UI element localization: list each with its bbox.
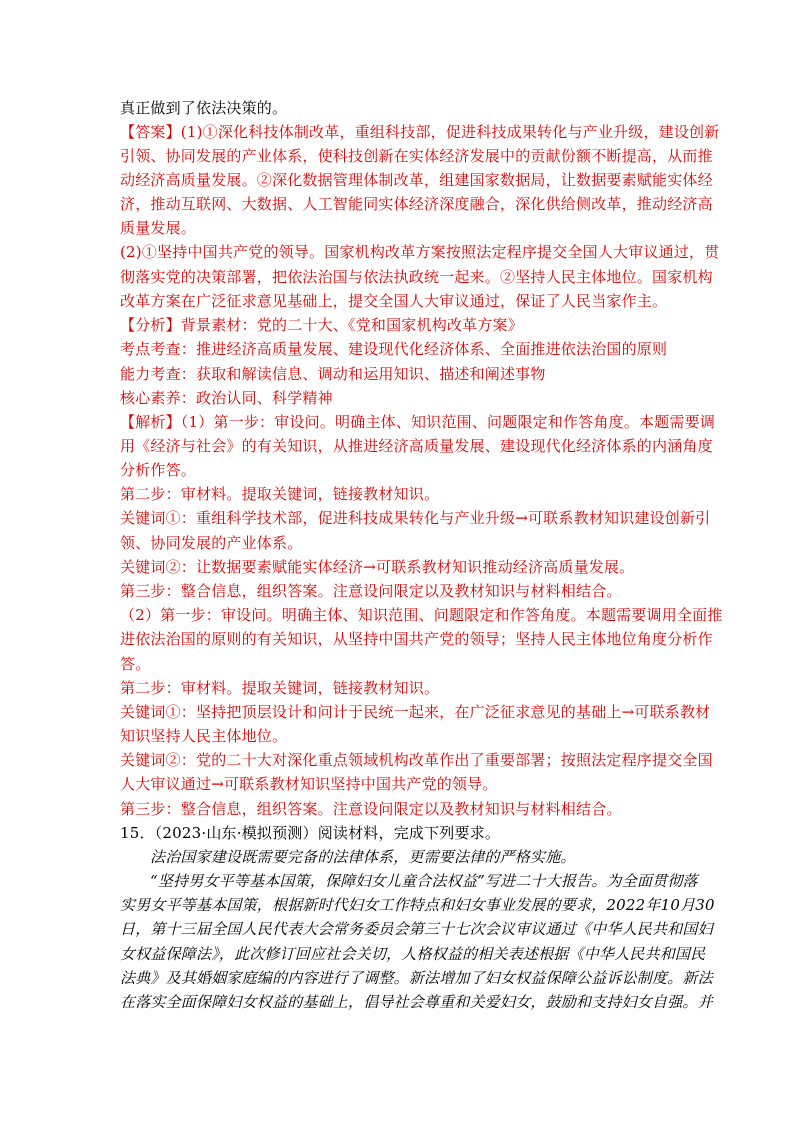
text-line: 答。 xyxy=(120,655,151,673)
text-line: 引领、协同发展的产业体系，使科技创新在实体经济发展中的贡献份额不断提高，从而推 xyxy=(120,147,713,165)
text-line: 知识坚持人民主体地位。 xyxy=(120,727,288,745)
text-line: 日，第十三届全国人民代表大会常务委员会第三十七次会议审议通过《中华人民共和国妇 xyxy=(120,920,713,938)
text-line: 核心素养：政治认同、科学精神 xyxy=(120,389,333,407)
text-line: “坚持男女平等基本国策，保障妇女儿童合法权益”写进二十大报告。为全面贯彻落 xyxy=(150,872,698,890)
text-line: 【答案】(1)①深化科技体制改革，重组科技部，促进科技成果转化与产业升级，建设创新 xyxy=(120,123,720,141)
text-line: 动经济高质量发展。②深化数据管理体制改革，组建国家数据局，让数据要素赋能实体经 xyxy=(120,171,713,189)
text-line: (2)①坚持中国共产党的领导。国家机构改革方案按照法定程序提交全国人大审议通过，贯 xyxy=(120,243,720,261)
text-line: 第二步：审材料。提取关键词，链接教材知识。 xyxy=(120,485,440,503)
text-line: 第三步：整合信息，组织答案。注意设问限定以及教材知识与材料相结合。 xyxy=(120,800,622,818)
text-line: 能力考查：获取和解读信息、调动和运用知识、描述和阐述事物 xyxy=(120,365,546,383)
text-line: 15．（2023·山东·模拟预测）阅读材料，完成下列要求。 xyxy=(120,824,501,842)
text-line: 真正做到了依法决策的。 xyxy=(120,99,288,117)
text-line: 人大审议通过→可联系教材知识坚持中国共产党的领导。 xyxy=(120,775,498,793)
text-line: 用《经济与社会》的有关知识，从推进经济高质量发展、建设现代化经济体系的内涵角度 xyxy=(120,437,713,455)
text-line: 彻落实党的决策部署，把依法治国与依法执政统一起来。②坚持人民主体地位。国家机构 xyxy=(120,268,713,286)
text-line: 分析作答。 xyxy=(120,461,197,479)
text-line: 关键词②：党的二十大对深化重点领域机构改革作出了重要部署；按照法定程序提交全国 xyxy=(120,751,713,769)
text-line: 关键词①：重组科学技术部，促进科技成果转化与产业升级→可联系教材知识建设创新引 xyxy=(120,509,711,527)
text-line: 实男女平等基本国策，根据新时代妇女工作特点和妇女事业发展的要求，2022年10月30 xyxy=(120,896,715,914)
text-line: 【分析】背景素材：党的二十大、《党和国家机构改革方案》 xyxy=(120,316,523,334)
text-line: 第三步：整合信息，组织答案。注意设问限定以及教材知识与材料相结合。 xyxy=(120,582,622,600)
text-line: 【解析】（1）第一步：审设问。明确主体、知识范围、问题限定和作答角度。本题需要调 xyxy=(120,413,716,431)
text-line: 在落实全面保障妇女权益的基础上，倡导社会尊重和关爱妇女，鼓励和支持妇女自强。并 xyxy=(120,993,713,1011)
text-line: （2）第一步：审设问。明确主体、知识范围、问题限定和作答角度。本题需要调用全面推 xyxy=(120,606,723,624)
text-line: 第二步：审材料。提取关键词，链接教材知识。 xyxy=(120,679,440,697)
text-line: 关键词①：坚持把顶层设计和问计于民统一起来，在广泛征求意见的基础上→可联系教材 xyxy=(120,703,711,721)
text-line: 法典》及其婚姻家庭编的内容进行了调整。新法增加了妇女权益保障公益诉讼制度。新法 xyxy=(120,969,713,987)
text-line: 济，推动互联网、大数据、人工智能同实体经济深度融合，深化供给侧改革，推动经济高 xyxy=(120,195,713,213)
text-line: 领、协同发展的产业体系。 xyxy=(120,534,303,552)
text-line: 考点考查：推进经济高质量发展、建设现代化经济体系、全面推进依法治国的原则 xyxy=(120,340,668,358)
text-line: 法治国家建设既需要完备的法律体系，更需要法律的严格实施。 xyxy=(150,848,576,866)
text-line: 进依法治国的原则的有关知识，从坚持中国共产党的领导；坚持人民主体地位角度分析作 xyxy=(120,630,713,648)
text-line: 质量发展。 xyxy=(120,219,197,237)
text-line: 关键词②：让数据要素赋能实体经济→可联系教材知识推动经济高质量发展。 xyxy=(120,558,635,576)
text-line: 女权益保障法》，此次修订回应社会关切，人格权益的相关表述根据《中华人民共和国民 xyxy=(120,945,706,963)
text-line: 改革方案在广泛征求意见基础上，提交全国人大审议通过，保证了人民当家作主。 xyxy=(120,292,668,310)
